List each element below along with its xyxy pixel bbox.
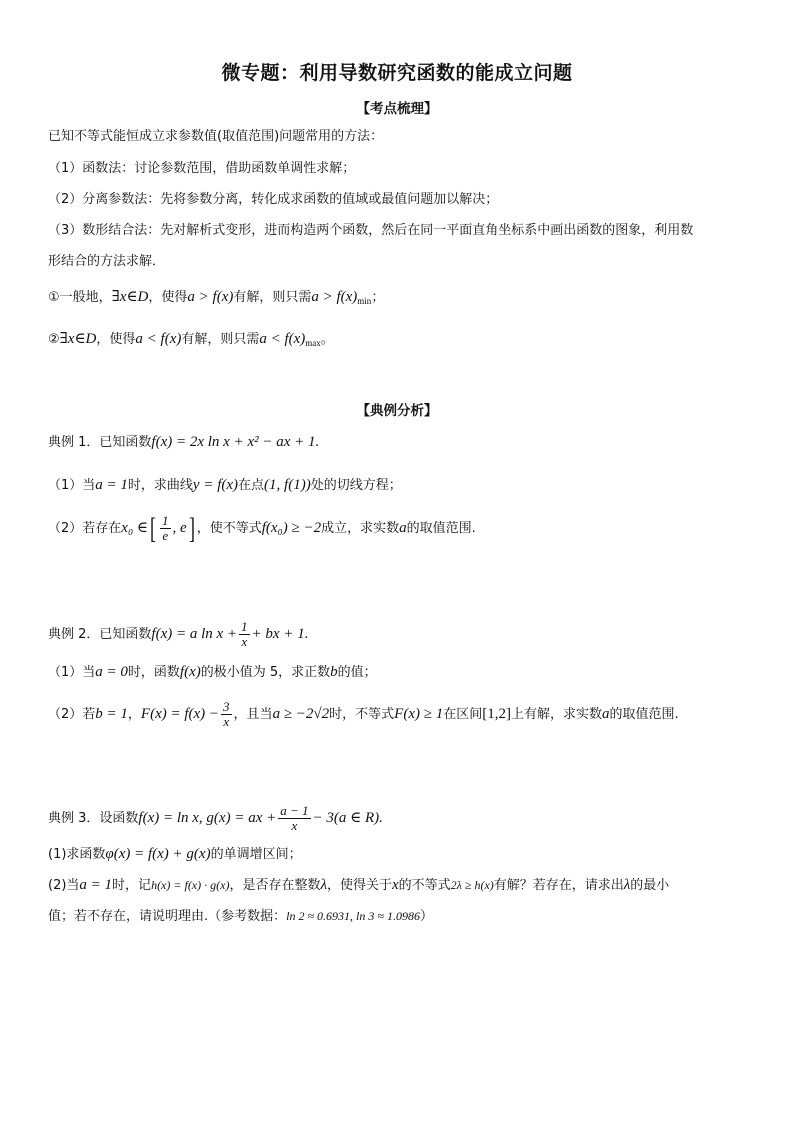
rule-1-condition: ∃x∈D xyxy=(111,289,149,305)
rule-1 xyxy=(48,287,758,311)
q2-mid2: 时，不等式 xyxy=(329,707,395,722)
q1-f: f(x) xyxy=(179,664,201,680)
q1-curve: y = f(x) xyxy=(192,477,239,493)
method-2: （2）分离参数法：先将参数分离，转化成求函数的值域或最值问题加以解决； xyxy=(48,192,499,207)
q2-F-def: F(x) = f(x) − xyxy=(140,706,220,722)
page-title: 微专题：利用导数研究函数的能成立问题 xyxy=(221,62,573,84)
method-3-line-1: （3）数形结合法：先对解析式变形，进而构造两个函数，然后在同一平面直角坐标系中画出函数的图象，利用数 xyxy=(48,223,694,238)
rule-2-mid2: 有解，则只需 xyxy=(181,332,260,347)
q2-mid2: ，是否存在整数 xyxy=(229,878,321,893)
q2-pre: （2）若存在 xyxy=(48,521,122,536)
q1-b: b xyxy=(330,664,338,680)
fraction-numerator: 3 xyxy=(223,699,230,714)
left-bracket: [ xyxy=(150,511,157,545)
q2-mid4: 的不等式 xyxy=(398,878,451,893)
right-bracket: ] xyxy=(188,511,195,545)
q2-condition: a ≥ −2√2 xyxy=(272,706,330,722)
q1-mid: 时，求曲线 xyxy=(127,478,193,493)
method-1: （1）函数法：讨论参数范围，借助函数单调性求解； xyxy=(48,161,356,176)
example-2-question-1 xyxy=(48,662,758,683)
fraction-denominator: x xyxy=(223,714,230,729)
intro-text: 已知不等式能恒成立求参数值(取值范围)问题常用的方法： xyxy=(48,129,384,144)
rule-2 xyxy=(48,329,758,353)
q1-pre: （1）当 xyxy=(48,665,96,680)
rule-1-result: a > f(x) xyxy=(311,289,358,305)
q2-inequality: F(x) ≥ 1 xyxy=(394,706,444,722)
example-2-statement xyxy=(48,616,758,653)
q2-inequality: 2λ ≥ h(x) xyxy=(450,878,494,892)
q2-end2: 的最小 xyxy=(630,878,670,893)
rule-1-mid2: 有解，则只需 xyxy=(233,290,312,305)
q2-lambda-2: λ xyxy=(623,877,631,893)
rule-1-mid: ，使得 xyxy=(148,290,188,305)
method-3-line-2: 形结合的方法求解． xyxy=(48,254,166,269)
q2-reference-data: ln 2 ≈ 0.6931, ln 3 ≈ 1.0986 xyxy=(286,909,420,923)
q2-end: 上有解，求实数 xyxy=(510,707,602,722)
q1-pre: (1)求函数 xyxy=(48,847,106,862)
q2-end2: 的取值范围. xyxy=(406,521,476,536)
rule-2-end: 。 xyxy=(320,332,334,347)
q1-mid2: 在点 xyxy=(238,478,265,493)
q1-end: 的极小值为 5，求正数 xyxy=(200,665,331,680)
q1-point: (1, f(1)) xyxy=(264,477,311,493)
q1-end2: 的值； xyxy=(337,665,377,680)
example-3-function-pre: f(x) = ln x, g(x) = ax + xyxy=(138,810,277,826)
example-1-question-1 xyxy=(48,475,758,496)
q2-a: a xyxy=(602,706,610,722)
rule-2-mid: ，使得 xyxy=(96,332,136,347)
example-3-question-2 xyxy=(48,875,758,896)
example-3-statement xyxy=(48,800,758,837)
q2-mid: ，且当 xyxy=(233,707,273,722)
fraction-denominator: e xyxy=(162,528,169,543)
example-2-label: 典例 2．已知函数 xyxy=(48,627,152,642)
q2-a-value: a = 1 xyxy=(79,877,113,893)
q2-h-def: h(x) = f(x) · g(x) xyxy=(151,878,230,892)
q2-fraction xyxy=(160,514,171,543)
example-3-label: 典例 3．设函数 xyxy=(48,811,139,826)
example-2-question-2 xyxy=(48,696,758,733)
q2-line2-a: 值；若不存在，请说明理由.（参考数据： xyxy=(48,909,287,924)
fraction-numerator: 1 xyxy=(162,513,169,528)
rule-2-pre: ② xyxy=(48,332,60,347)
example-1-question-2 xyxy=(48,508,758,549)
q1-a-value: a = 0 xyxy=(95,664,128,680)
fraction-denominator: x xyxy=(241,634,248,649)
section-heading-kaodian: 【考点梳理】 xyxy=(356,101,438,117)
q2-mid: 时，记 xyxy=(112,878,152,893)
rule-2-inequality: a < f(x) xyxy=(135,331,182,347)
q2-pre: (2)当 xyxy=(48,878,80,893)
example-1-function: f(x) = 2x ln x + x² − ax + 1. xyxy=(151,434,320,450)
q2-mid3: ，使得关于 xyxy=(326,878,392,893)
q1-mid: 时，函数 xyxy=(127,665,180,680)
rule-1-pre: ①一般地， xyxy=(48,290,112,305)
q2-pre: （2）若 xyxy=(48,707,96,722)
q2-inequality: f(x₀) ≥ −2 xyxy=(261,520,322,536)
section-heading-dianli: 【典例分析】 xyxy=(356,403,438,419)
rule-2-result: a < f(x) xyxy=(259,331,306,347)
q2-end2: 的取值范围. xyxy=(609,707,679,722)
q2-a: a xyxy=(399,520,407,536)
example-2-function-pre: f(x) = a ln x + xyxy=(151,626,238,642)
q2-b-value: b = 1 xyxy=(95,706,128,722)
q2-lambda: λ xyxy=(320,877,327,893)
q2-fraction xyxy=(221,700,232,729)
q2-mid3: 在区间 xyxy=(443,707,483,722)
example-2-fraction xyxy=(239,620,250,649)
example-1-statement xyxy=(48,432,758,453)
example-3-question-2-line-2 xyxy=(48,906,758,927)
q2-end: 有解？若存在，请求出 xyxy=(493,878,624,893)
rule-1-inequality: a > f(x) xyxy=(187,289,234,305)
q2-comma: ， xyxy=(127,707,141,722)
q1-pre: （1）当 xyxy=(48,478,96,493)
rule-1-subscript: min xyxy=(357,296,372,306)
q2-line2-b: ） xyxy=(419,909,433,924)
example-3-fraction xyxy=(278,804,310,833)
q2-end: 成立，求实数 xyxy=(321,521,400,536)
q2-variable: x₀ ∈ xyxy=(121,520,149,536)
q2-mid: ，使不等式 xyxy=(196,521,262,536)
rule-2-condition: ∃x∈D xyxy=(59,331,97,347)
q2-interval: [1,2] xyxy=(482,706,511,722)
q1-phi: φ(x) = f(x) + g(x) xyxy=(105,846,211,862)
q2-x: x xyxy=(391,877,399,893)
fraction-numerator: a − 1 xyxy=(280,803,309,818)
q2-interval-end: , e xyxy=(172,520,187,536)
rule-1-end: ； xyxy=(371,290,385,305)
fraction-numerator: 1 xyxy=(241,619,248,634)
fraction-denominator: x xyxy=(291,818,298,833)
example-1-label: 典例 1．已知函数 xyxy=(48,435,152,450)
example-3-function-post: − 3(a ∈ R). xyxy=(312,810,383,826)
q1-a-value: a = 1 xyxy=(95,477,128,493)
q1-end: 处的切线方程； xyxy=(310,478,402,493)
example-3-question-1 xyxy=(48,844,758,865)
q1-end: 的单调增区间； xyxy=(210,847,302,862)
example-2-function-post: + bx + 1. xyxy=(251,626,309,642)
rule-2-subscript: max xyxy=(305,338,321,348)
